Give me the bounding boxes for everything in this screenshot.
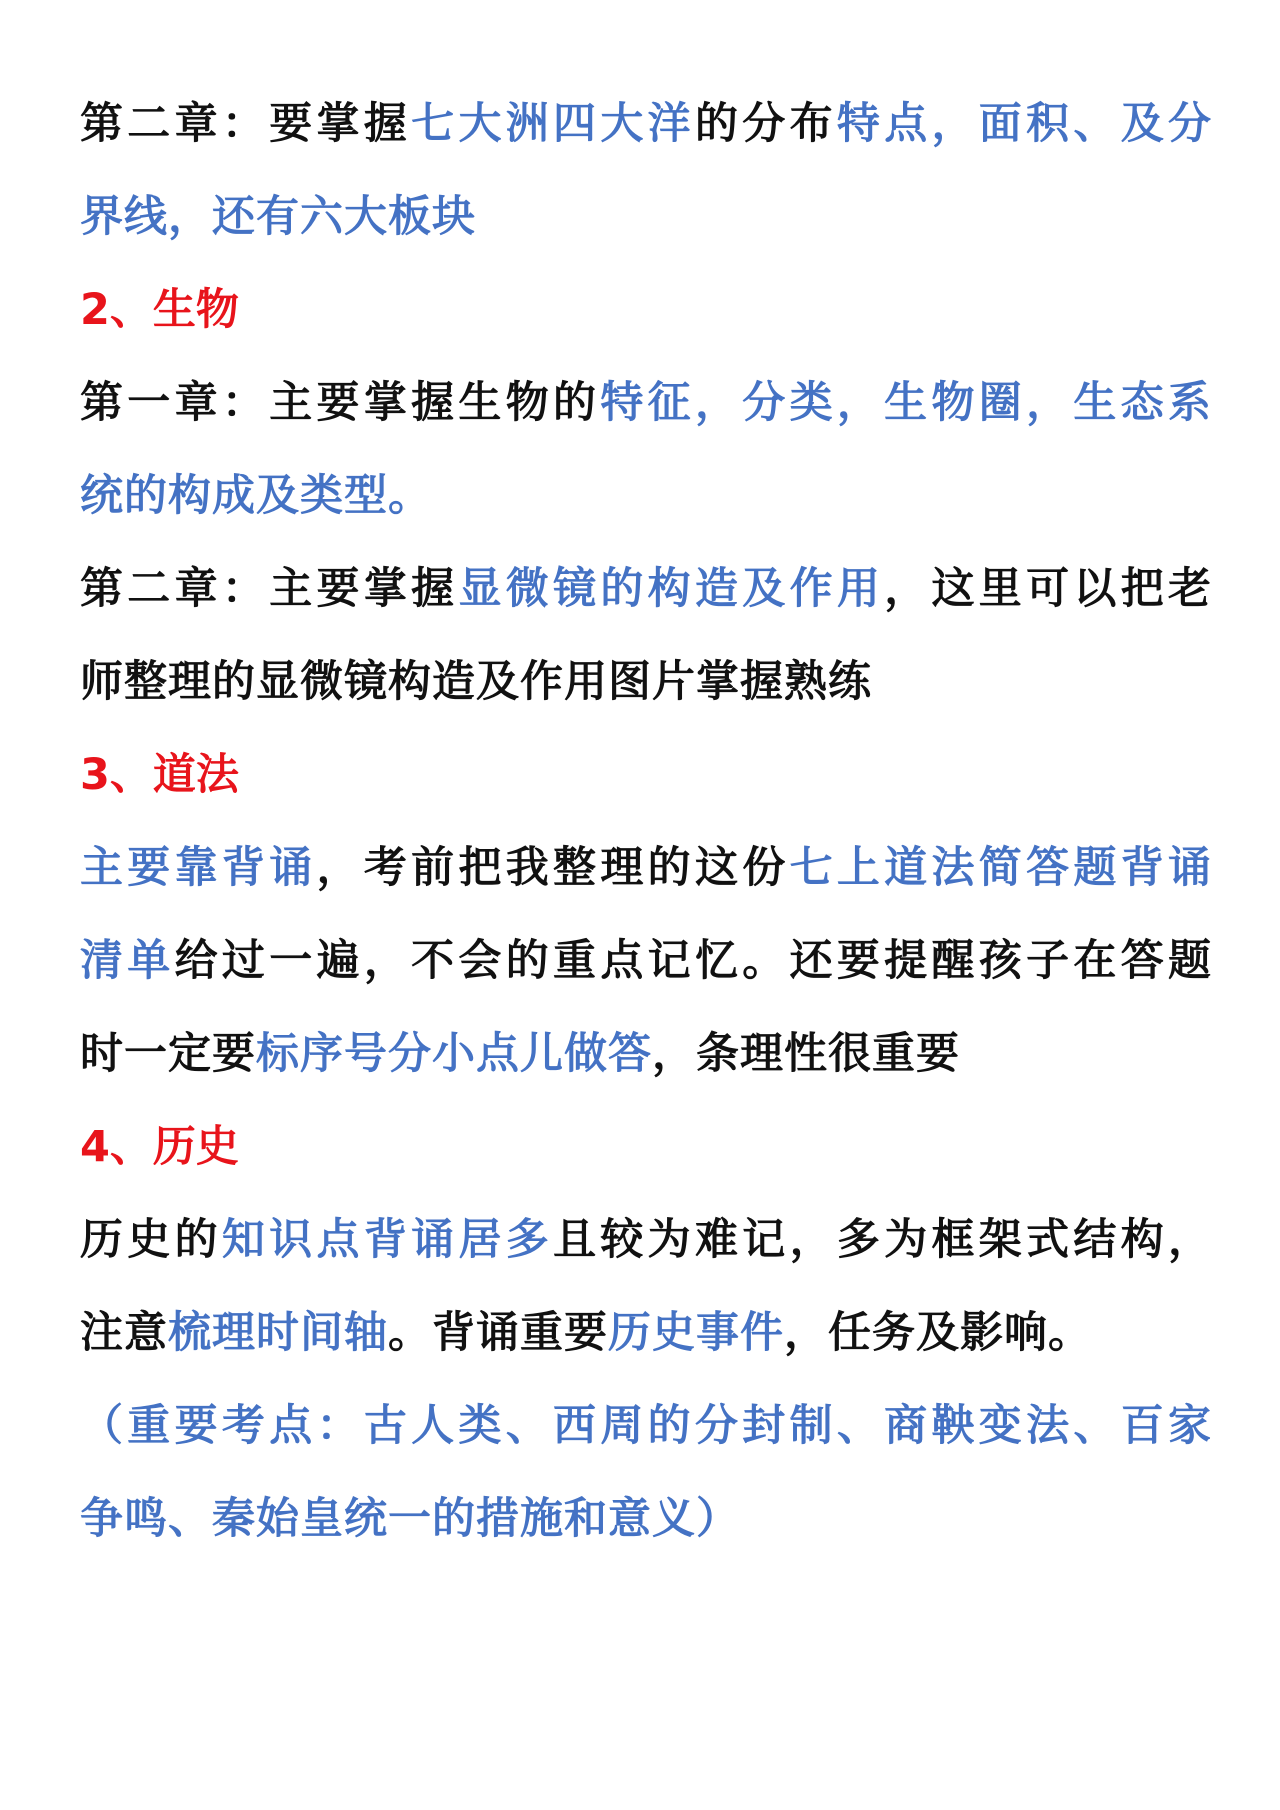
highlighted-text: 历史事件 [608,1308,784,1358]
morality-law-line1 [80,822,1212,915]
history-key-points-line1 [80,1380,1212,1473]
geography-chapter2-line2 [80,171,1212,264]
body-text: 给过一遍，不会的重点记忆。还要提醒孩子在答题 [174,936,1212,986]
highlighted-text: 知识点背诵居多 [221,1215,554,1265]
body-text: ，任务及影响。 [784,1308,1092,1358]
body-text: 历史的 [80,1215,222,1265]
biology-chapter1-line2 [80,450,1212,543]
body-text: ，条理性很重要 [652,1029,960,1079]
body-text: 且较为难记，多为框架式结构， [553,1215,1212,1265]
highlighted-text: 标序号分小点儿做答 [256,1029,652,1079]
morality-law-line2 [80,915,1212,1008]
highlighted-text: 界线，还有六大板块 [80,192,476,242]
highlighted-text: 清单 [80,936,175,986]
history-line2 [80,1287,1212,1380]
section-heading-morality-law: 3、道法 [80,750,239,800]
highlighted-text: （重要考点：古人类、西周的分封制、商鞅变法、百家 [80,1401,1212,1451]
body-text: 第一章：主要掌握生物的 [80,378,601,428]
section-heading-history: 4、历史 [80,1122,239,1172]
body-text: ，考前把我整理的这份 [316,843,790,893]
highlighted-text: 显微镜的构造及作用 [458,564,885,614]
section-heading-biology: 2、生物 [80,285,239,335]
biology-chapter2-line1 [80,543,1212,636]
biology-chapter2-line2 [80,636,1212,729]
body-text: 的分布 [694,99,837,149]
highlighted-text: 主要靠背诵 [80,843,317,893]
body-text: 第二章：主要掌握 [80,564,459,614]
history-line1 [80,1194,1212,1287]
body-text: 注意 [80,1308,168,1358]
highlighted-text: 特征，分类，生物圈，生态系 [600,378,1212,428]
highlighted-text: 争鸣、秦始皇统一的措施和意义） [80,1494,740,1544]
body-text: 师整理的显微镜构造及作用图片掌握熟练 [80,657,872,707]
highlighted-text: 七大洲四大洋 [411,99,695,149]
body-text: 第二章：要掌握 [80,99,412,149]
body-text: ，这里可以把老 [884,564,1212,614]
highlighted-text: 统的构成及类型。 [80,471,432,521]
highlighted-text: 特点，面积、及分 [836,99,1212,149]
highlighted-text: 七上道法简答题背诵 [789,843,1212,893]
highlighted-text: 梳理时间轴 [168,1308,388,1358]
history-key-points-line2 [80,1473,1212,1566]
geography-chapter2-line1 [80,78,1212,171]
biology-chapter1-line1 [80,357,1212,450]
morality-law-line3 [80,1008,1212,1101]
body-text: 。背诵重要 [388,1308,608,1358]
body-text: 时一定要 [80,1029,256,1079]
